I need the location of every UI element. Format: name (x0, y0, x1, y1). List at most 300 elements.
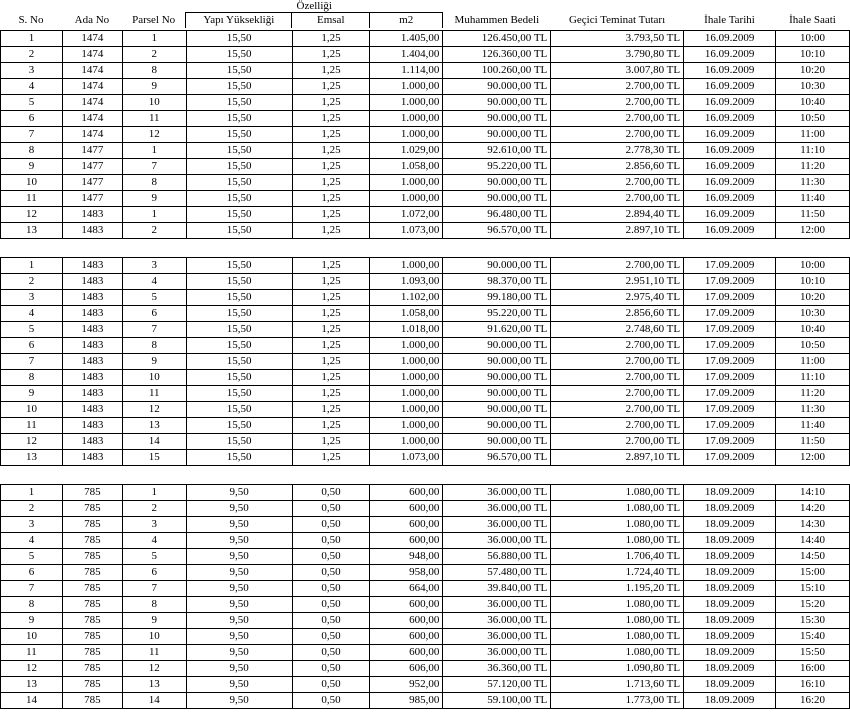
cell-ihale-tarihi: 16.09.2009 (684, 127, 776, 143)
cell-m2: 600,00 (370, 485, 443, 501)
cell-ihale-tarihi: 17.09.2009 (684, 450, 776, 466)
cell-ihale-saati: 11:20 (776, 386, 850, 402)
table-row (1, 370, 850, 386)
cell-ihale-saati: 14:40 (776, 533, 850, 549)
cell-parsel-no: 7 (122, 159, 186, 175)
cell-muhammen-bedeli: 100.260,00 TL (443, 63, 551, 79)
cell-m2: 1.058,00 (370, 306, 443, 322)
cell-ihale-tarihi: 17.09.2009 (684, 418, 776, 434)
cell-emsal: 1,25 (292, 338, 370, 354)
cell-m2: 958,00 (370, 565, 443, 581)
cell-ihale-saati: 10:50 (776, 111, 850, 127)
cell-ihale-tarihi: 16.09.2009 (684, 159, 776, 175)
table-row (1, 386, 850, 402)
cell-muhammen-bedeli: 95.220,00 TL (443, 306, 551, 322)
cell-yapi-yuksekligi: 9,50 (186, 549, 292, 565)
cell-yapi-yuksekligi: 15,50 (186, 223, 292, 239)
cell-ihale-tarihi: 18.09.2009 (684, 533, 776, 549)
table-row (1, 661, 850, 677)
table-row (1, 485, 850, 501)
table-row (1, 434, 850, 450)
cell-s-no: 9 (1, 613, 63, 629)
cell-gecici-teminat: 1.724,40 TL (551, 565, 684, 581)
cell-ihale-tarihi: 16.09.2009 (684, 111, 776, 127)
cell-parsel-no: 13 (122, 418, 186, 434)
cell-ihale-saati: 16:00 (776, 661, 850, 677)
cell-yapi-yuksekligi: 15,50 (186, 402, 292, 418)
cell-ada-no: 1474 (62, 127, 122, 143)
cell-m2: 600,00 (370, 645, 443, 661)
cell-muhammen-bedeli: 90.000,00 TL (443, 434, 551, 450)
cell-gecici-teminat: 1.090,80 TL (551, 661, 684, 677)
table-row (1, 207, 850, 223)
cell-ihale-saati: 10:10 (776, 274, 850, 290)
cell-gecici-teminat: 3.790,80 TL (551, 47, 684, 63)
cell-s-no: 11 (1, 645, 63, 661)
cell-ihale-saati: 10:00 (776, 31, 850, 47)
cell-yapi-yuksekligi: 9,50 (186, 565, 292, 581)
cell-ihale-saati: 15:00 (776, 565, 850, 581)
cell-gecici-teminat: 2.897,10 TL (551, 450, 684, 466)
cell-gecici-teminat: 1.195,20 TL (551, 581, 684, 597)
table-row (1, 597, 850, 613)
cell-muhammen-bedeli: 90.000,00 TL (443, 191, 551, 207)
cell-emsal: 1,25 (292, 402, 370, 418)
cell-gecici-teminat: 1.080,00 TL (551, 501, 684, 517)
cell-m2: 1.405,00 (370, 31, 443, 47)
cell-parsel-no: 1 (122, 485, 186, 501)
cell-gecici-teminat: 2.700,00 TL (551, 418, 684, 434)
cell-ada-no: 1483 (62, 354, 122, 370)
cell-m2: 952,00 (370, 677, 443, 693)
cell-yapi-yuksekligi: 15,50 (186, 290, 292, 306)
table-row (1, 79, 850, 95)
cell-yapi-yuksekligi: 9,50 (186, 677, 292, 693)
table-row (1, 63, 850, 79)
cell-ada-no: 1474 (62, 79, 122, 95)
table-row (1, 565, 850, 581)
cell-ihale-saati: 15:40 (776, 629, 850, 645)
cell-m2: 600,00 (370, 597, 443, 613)
cell-parsel-no: 10 (122, 95, 186, 111)
cell-m2: 1.072,00 (370, 207, 443, 223)
cell-s-no: 6 (1, 565, 63, 581)
cell-ihale-tarihi: 16.09.2009 (684, 223, 776, 239)
cell-muhammen-bedeli: 36.000,00 TL (443, 485, 551, 501)
cell-parsel-no: 7 (122, 322, 186, 338)
cell-ihale-saati: 15:30 (776, 613, 850, 629)
header-yapi-yuksekligi: Yapı Yüksekliği (186, 13, 292, 29)
cell-emsal: 1,25 (292, 223, 370, 239)
group-separator (1, 239, 850, 258)
cell-s-no: 9 (1, 159, 63, 175)
cell-emsal: 1,25 (292, 127, 370, 143)
cell-s-no: 9 (1, 386, 63, 402)
cell-muhammen-bedeli: 98.370,00 TL (443, 274, 551, 290)
cell-emsal: 0,50 (292, 517, 370, 533)
cell-ihale-saati: 14:30 (776, 517, 850, 533)
cell-s-no: 8 (1, 370, 63, 386)
cell-ada-no: 1477 (62, 175, 122, 191)
cell-s-no: 13 (1, 450, 63, 466)
cell-parsel-no: 15 (122, 450, 186, 466)
cell-emsal: 1,25 (292, 386, 370, 402)
cell-m2: 1.000,00 (370, 354, 443, 370)
cell-gecici-teminat: 1.080,00 TL (551, 613, 684, 629)
cell-ihale-tarihi: 18.09.2009 (684, 485, 776, 501)
cell-muhammen-bedeli: 90.000,00 TL (443, 386, 551, 402)
cell-ihale-tarihi: 16.09.2009 (684, 95, 776, 111)
cell-ihale-tarihi: 17.09.2009 (684, 354, 776, 370)
cell-s-no: 8 (1, 597, 63, 613)
cell-emsal: 1,25 (292, 191, 370, 207)
cell-ihale-saati: 11:40 (776, 418, 850, 434)
cell-muhammen-bedeli: 95.220,00 TL (443, 159, 551, 175)
cell-ihale-tarihi: 18.09.2009 (684, 693, 776, 709)
table-row (1, 613, 850, 629)
cell-yapi-yuksekligi: 15,50 (186, 274, 292, 290)
cell-emsal: 1,25 (292, 47, 370, 63)
cell-ihale-saati: 11:30 (776, 402, 850, 418)
table-row (1, 645, 850, 661)
cell-gecici-teminat: 1.706,40 TL (551, 549, 684, 565)
cell-gecici-teminat: 2.856,60 TL (551, 159, 684, 175)
cell-ihale-saati: 10:20 (776, 290, 850, 306)
cell-yapi-yuksekligi: 9,50 (186, 661, 292, 677)
cell-emsal: 1,25 (292, 159, 370, 175)
cell-m2: 1.000,00 (370, 191, 443, 207)
cell-emsal: 1,25 (292, 274, 370, 290)
cell-s-no: 7 (1, 127, 63, 143)
cell-yapi-yuksekligi: 15,50 (186, 95, 292, 111)
cell-yapi-yuksekligi: 15,50 (186, 175, 292, 191)
cell-m2: 1.000,00 (370, 338, 443, 354)
cell-emsal: 1,25 (292, 31, 370, 47)
cell-s-no: 7 (1, 581, 63, 597)
cell-ihale-tarihi: 17.09.2009 (684, 258, 776, 274)
cell-muhammen-bedeli: 126.450,00 TL (443, 31, 551, 47)
cell-yapi-yuksekligi: 15,50 (186, 127, 292, 143)
cell-parsel-no: 2 (122, 223, 186, 239)
cell-m2: 600,00 (370, 517, 443, 533)
cell-gecici-teminat: 1.080,00 TL (551, 597, 684, 613)
cell-ihale-saati: 10:40 (776, 95, 850, 111)
cell-s-no: 6 (1, 111, 63, 127)
cell-muhammen-bedeli: 126.360,00 TL (443, 47, 551, 63)
cell-parsel-no: 3 (122, 517, 186, 533)
cell-ihale-saati: 15:20 (776, 597, 850, 613)
cell-gecici-teminat: 1.773,00 TL (551, 693, 684, 709)
cell-emsal: 1,25 (292, 370, 370, 386)
cell-ihale-tarihi: 16.09.2009 (684, 47, 776, 63)
cell-emsal: 0,50 (292, 677, 370, 693)
cell-yapi-yuksekligi: 15,50 (186, 450, 292, 466)
cell-ada-no: 1483 (62, 258, 122, 274)
cell-gecici-teminat: 2.700,00 TL (551, 111, 684, 127)
cell-ada-no: 785 (62, 565, 122, 581)
cell-s-no: 11 (1, 418, 63, 434)
cell-ihale-tarihi: 18.09.2009 (684, 677, 776, 693)
cell-ihale-saati: 11:10 (776, 143, 850, 159)
cell-muhammen-bedeli: 99.180,00 TL (443, 290, 551, 306)
cell-ada-no: 785 (62, 549, 122, 565)
cell-m2: 1.029,00 (370, 143, 443, 159)
cell-parsel-no: 10 (122, 629, 186, 645)
cell-muhammen-bedeli: 90.000,00 TL (443, 127, 551, 143)
cell-ada-no: 1483 (62, 274, 122, 290)
cell-parsel-no: 9 (122, 354, 186, 370)
cell-ihale-tarihi: 17.09.2009 (684, 338, 776, 354)
cell-gecici-teminat: 2.700,00 TL (551, 95, 684, 111)
cell-muhammen-bedeli: 90.000,00 TL (443, 418, 551, 434)
cell-s-no: 12 (1, 207, 63, 223)
cell-ada-no: 785 (62, 677, 122, 693)
cell-m2: 1.000,00 (370, 79, 443, 95)
cell-ihale-tarihi: 17.09.2009 (684, 386, 776, 402)
header-ada-no: Ada No (74, 14, 110, 26)
cell-parsel-no: 7 (122, 581, 186, 597)
cell-ada-no: 785 (62, 629, 122, 645)
cell-emsal: 0,50 (292, 645, 370, 661)
cell-emsal: 0,50 (292, 597, 370, 613)
cell-m2: 948,00 (370, 549, 443, 565)
header-s-no: S. No (18, 14, 44, 26)
table-row (1, 127, 850, 143)
cell-ihale-saati: 10:30 (776, 306, 850, 322)
cell-m2: 1.000,00 (370, 95, 443, 111)
cell-ada-no: 785 (62, 485, 122, 501)
cell-s-no: 6 (1, 338, 63, 354)
cell-ihale-saati: 15:50 (776, 645, 850, 661)
cell-yapi-yuksekligi: 15,50 (186, 159, 292, 175)
cell-s-no: 10 (1, 629, 63, 645)
cell-ada-no: 1483 (62, 402, 122, 418)
cell-m2: 600,00 (370, 501, 443, 517)
cell-emsal: 1,25 (292, 290, 370, 306)
cell-muhammen-bedeli: 36.360,00 TL (443, 661, 551, 677)
cell-s-no: 2 (1, 47, 63, 63)
cell-yapi-yuksekligi: 9,50 (186, 485, 292, 501)
cell-yapi-yuksekligi: 15,50 (186, 370, 292, 386)
table-row (1, 159, 850, 175)
cell-muhammen-bedeli: 91.620,00 TL (443, 322, 551, 338)
cell-m2: 1.093,00 (370, 274, 443, 290)
cell-s-no: 3 (1, 63, 63, 79)
cell-ada-no: 1483 (62, 207, 122, 223)
cell-m2: 1.000,00 (370, 111, 443, 127)
cell-emsal: 1,25 (292, 143, 370, 159)
cell-ihale-tarihi: 17.09.2009 (684, 434, 776, 450)
cell-s-no: 5 (1, 95, 63, 111)
cell-muhammen-bedeli: 90.000,00 TL (443, 111, 551, 127)
cell-ada-no: 1483 (62, 223, 122, 239)
table-row (1, 402, 850, 418)
cell-s-no: 14 (1, 693, 63, 709)
cell-ihale-saati: 10:40 (776, 322, 850, 338)
table-row (1, 354, 850, 370)
cell-ihale-saati: 11:00 (776, 127, 850, 143)
cell-yapi-yuksekligi: 15,50 (186, 258, 292, 274)
cell-ada-no: 1483 (62, 338, 122, 354)
cell-ihale-tarihi: 17.09.2009 (684, 370, 776, 386)
cell-ada-no: 1477 (62, 159, 122, 175)
cell-muhammen-bedeli: 36.000,00 TL (443, 533, 551, 549)
cell-muhammen-bedeli: 59.100,00 TL (443, 693, 551, 709)
cell-parsel-no: 4 (122, 274, 186, 290)
cell-yapi-yuksekligi: 15,50 (186, 354, 292, 370)
cell-yapi-yuksekligi: 15,50 (186, 338, 292, 354)
cell-parsel-no: 1 (122, 143, 186, 159)
cell-yapi-yuksekligi: 15,50 (186, 47, 292, 63)
table-row (1, 549, 850, 565)
table-row (1, 274, 850, 290)
cell-m2: 1.404,00 (370, 47, 443, 63)
cell-ihale-saati: 11:20 (776, 159, 850, 175)
cell-parsel-no: 1 (122, 31, 186, 47)
cell-ihale-saati: 10:00 (776, 258, 850, 274)
cell-ihale-tarihi: 18.09.2009 (684, 645, 776, 661)
cell-parsel-no: 10 (122, 370, 186, 386)
cell-parsel-no: 5 (122, 549, 186, 565)
table-row (1, 450, 850, 466)
cell-yapi-yuksekligi: 9,50 (186, 581, 292, 597)
cell-muhammen-bedeli: 36.000,00 TL (443, 597, 551, 613)
cell-muhammen-bedeli: 90.000,00 TL (443, 370, 551, 386)
cell-gecici-teminat: 2.778,30 TL (551, 143, 684, 159)
cell-m2: 600,00 (370, 533, 443, 549)
cell-ihale-tarihi: 17.09.2009 (684, 402, 776, 418)
cell-ihale-tarihi: 17.09.2009 (684, 290, 776, 306)
cell-muhammen-bedeli: 36.000,00 TL (443, 501, 551, 517)
cell-ihale-tarihi: 16.09.2009 (684, 143, 776, 159)
cell-ada-no: 1477 (62, 143, 122, 159)
cell-ada-no: 1474 (62, 47, 122, 63)
cell-parsel-no: 13 (122, 677, 186, 693)
cell-ihale-saati: 15:10 (776, 581, 850, 597)
cell-ada-no: 1474 (62, 95, 122, 111)
cell-m2: 1.000,00 (370, 386, 443, 402)
cell-parsel-no: 14 (122, 693, 186, 709)
cell-parsel-no: 8 (122, 597, 186, 613)
table-row (1, 517, 850, 533)
cell-emsal: 1,25 (292, 434, 370, 450)
cell-ihale-tarihi: 18.09.2009 (684, 501, 776, 517)
cell-s-no: 4 (1, 79, 63, 95)
cell-s-no: 2 (1, 501, 63, 517)
cell-emsal: 0,50 (292, 581, 370, 597)
cell-m2: 1.058,00 (370, 159, 443, 175)
cell-ihale-tarihi: 18.09.2009 (684, 517, 776, 533)
cell-yapi-yuksekligi: 15,50 (186, 79, 292, 95)
cell-ihale-tarihi: 18.09.2009 (684, 549, 776, 565)
cell-muhammen-bedeli: 90.000,00 TL (443, 354, 551, 370)
cell-ihale-tarihi: 17.09.2009 (684, 274, 776, 290)
cell-muhammen-bedeli: 90.000,00 TL (443, 95, 551, 111)
cell-ihale-saati: 12:00 (776, 223, 850, 239)
cell-emsal: 1,25 (292, 175, 370, 191)
cell-parsel-no: 9 (122, 191, 186, 207)
cell-ihale-saati: 10:10 (776, 47, 850, 63)
table-row (1, 191, 850, 207)
table-row (1, 258, 850, 274)
cell-muhammen-bedeli: 36.000,00 TL (443, 645, 551, 661)
cell-s-no: 11 (1, 191, 63, 207)
cell-ihale-saati: 16:10 (776, 677, 850, 693)
cell-m2: 1.000,00 (370, 127, 443, 143)
cell-muhammen-bedeli: 90.000,00 TL (443, 175, 551, 191)
cell-yapi-yuksekligi: 9,50 (186, 501, 292, 517)
cell-yapi-yuksekligi: 15,50 (186, 63, 292, 79)
cell-ihale-saati: 14:10 (776, 485, 850, 501)
cell-gecici-teminat: 1.080,00 TL (551, 517, 684, 533)
header-parsel-no: Parsel No (132, 14, 176, 26)
cell-parsel-no: 12 (122, 402, 186, 418)
cell-gecici-teminat: 3.793,50 TL (551, 31, 684, 47)
cell-yapi-yuksekligi: 9,50 (186, 693, 292, 709)
cell-gecici-teminat: 2.700,00 TL (551, 127, 684, 143)
table-row (1, 629, 850, 645)
cell-s-no: 1 (1, 485, 63, 501)
cell-gecici-teminat: 2.700,00 TL (551, 354, 684, 370)
cell-gecici-teminat: 2.700,00 TL (551, 338, 684, 354)
cell-muhammen-bedeli: 57.480,00 TL (443, 565, 551, 581)
cell-ada-no: 1474 (62, 31, 122, 47)
cell-muhammen-bedeli: 39.840,00 TL (443, 581, 551, 597)
cell-gecici-teminat: 3.007,80 TL (551, 63, 684, 79)
cell-parsel-no: 11 (122, 386, 186, 402)
cell-ihale-tarihi: 18.09.2009 (684, 597, 776, 613)
cell-gecici-teminat: 2.975,40 TL (551, 290, 684, 306)
cell-ada-no: 1483 (62, 434, 122, 450)
cell-parsel-no: 6 (122, 565, 186, 581)
cell-s-no: 4 (1, 306, 63, 322)
cell-yapi-yuksekligi: 15,50 (186, 418, 292, 434)
cell-parsel-no: 11 (122, 645, 186, 661)
cell-ada-no: 1483 (62, 386, 122, 402)
cell-ihale-tarihi: 18.09.2009 (684, 661, 776, 677)
cell-emsal: 0,50 (292, 533, 370, 549)
cell-ada-no: 1477 (62, 191, 122, 207)
cell-ada-no: 785 (62, 613, 122, 629)
cell-ihale-saati: 10:30 (776, 79, 850, 95)
cell-m2: 1.000,00 (370, 434, 443, 450)
cell-gecici-teminat: 2.700,00 TL (551, 191, 684, 207)
cell-emsal: 0,50 (292, 629, 370, 645)
cell-muhammen-bedeli: 90.000,00 TL (443, 402, 551, 418)
cell-muhammen-bedeli: 57.120,00 TL (443, 677, 551, 693)
cell-ihale-saati: 11:30 (776, 175, 850, 191)
cell-ihale-tarihi: 16.09.2009 (684, 207, 776, 223)
cell-ihale-tarihi: 17.09.2009 (684, 322, 776, 338)
cell-s-no: 13 (1, 677, 63, 693)
cell-parsel-no: 12 (122, 127, 186, 143)
cell-gecici-teminat: 2.748,60 TL (551, 322, 684, 338)
cell-parsel-no: 9 (122, 613, 186, 629)
cell-ihale-tarihi: 18.09.2009 (684, 613, 776, 629)
cell-gecici-teminat: 2.897,10 TL (551, 223, 684, 239)
cell-m2: 1.000,00 (370, 175, 443, 191)
cell-yapi-yuksekligi: 15,50 (186, 31, 292, 47)
cell-m2: 985,00 (370, 693, 443, 709)
cell-ihale-saati: 12:00 (776, 450, 850, 466)
cell-s-no: 3 (1, 290, 63, 306)
cell-s-no: 1 (1, 258, 63, 274)
cell-ada-no: 785 (62, 645, 122, 661)
cell-parsel-no: 8 (122, 338, 186, 354)
header-m2: m2 (370, 13, 443, 29)
cell-emsal: 1,25 (292, 111, 370, 127)
cell-ihale-saati: 11:10 (776, 370, 850, 386)
